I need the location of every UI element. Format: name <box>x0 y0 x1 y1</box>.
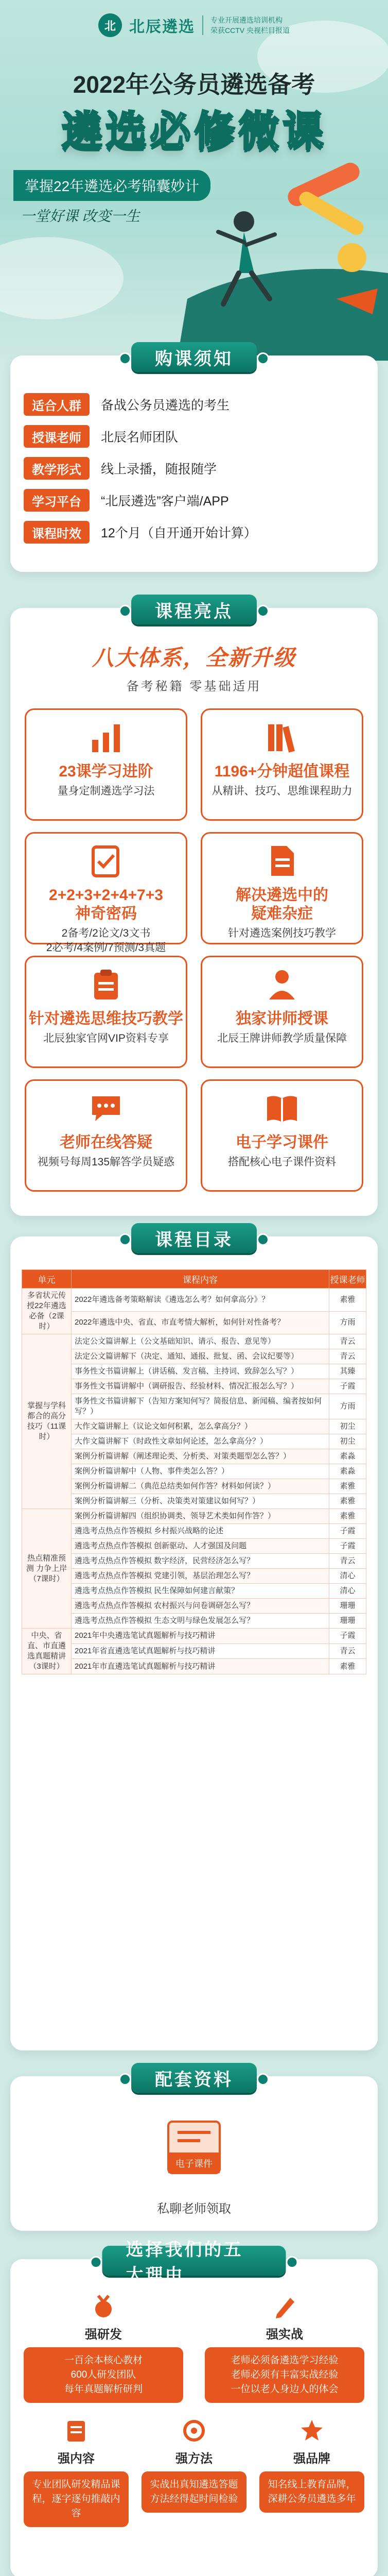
highlight-desc: 针对遴选案例技巧教学 <box>228 927 336 939</box>
brand-slogan <box>210 15 290 36</box>
courseware-icon <box>158 2116 230 2189</box>
highlight-desc: 量身定制遴选学习法 <box>57 785 155 797</box>
table-row <box>22 1509 366 1524</box>
lesson-cell: 2021年中央遴选笔试真题解析与技巧精讲 <box>72 1629 329 1644</box>
lesson-cell: 案例分析篇讲解四（组织协调类、领导艺术类如何作答？） <box>72 1509 329 1524</box>
highlights-grid <box>25 708 363 1192</box>
lesson-cell: 2022年遴选中央、省直、市直考情大解析，如何针对性备考？ <box>72 1311 329 1334</box>
ebook-icon <box>262 1088 302 1128</box>
lesson-cell: 事务性文书篇讲解中（调研报告、经验材料、情况汇报怎么写？） <box>72 1379 329 1394</box>
pen-icon <box>270 2292 299 2321</box>
table-row <box>22 1539 366 1554</box>
teacher-cell: 素雅 <box>329 1509 366 1524</box>
catalog-table <box>22 1269 366 1674</box>
reason-card <box>24 2292 183 2403</box>
highlights-headline: 八大体系，全新升级 <box>92 646 296 670</box>
lesson-cell: 案例分析篇讲解中（人物、事件类怎么答？） <box>72 1464 329 1479</box>
highlight-desc: 2备考/2论文/3文书 2必考/4案例/7预测/3真题 <box>46 927 166 954</box>
runner-illustration-icon <box>167 144 388 361</box>
reason-desc: 一百余本核心教材 600人研发团队 每年真题解析研判 <box>24 2347 183 2403</box>
section-heading: 选择我们的五大理由 <box>126 2240 243 2285</box>
highlight-card <box>201 708 363 821</box>
reason-title: 强品牌 <box>293 2452 330 2466</box>
teacher-cell: 子霞 <box>329 1524 366 1539</box>
table-row <box>22 1434 366 1449</box>
teacher-cell: 子霞 <box>329 1539 366 1554</box>
lesson-cell: 案例分析篇讲解三（分析、决策类对策建议如何写？） <box>72 1494 329 1509</box>
lesson-cell: 遴选考点热点作答模拟 党建引领，基层治理怎么写？ <box>72 1569 329 1584</box>
note-tag: 授课老师 <box>24 425 90 448</box>
table-row <box>22 1379 366 1394</box>
section-heading: 配套资料 <box>155 2070 233 2090</box>
teacher-cell: 清心 <box>329 1584 366 1599</box>
teacher-cell: 素淼 <box>329 1449 366 1464</box>
brand-logo-icon: 北 <box>98 13 122 37</box>
teacher-cell: 其臻 <box>329 1364 366 1379</box>
chat-icon <box>86 1088 126 1128</box>
highlight-title: 23课学习进阶 <box>59 763 153 780</box>
note-value: 北辰名师团队 <box>101 430 179 445</box>
teacher-cell: 子霞 <box>329 1379 366 1394</box>
note-value: 线上录播，随报随学 <box>101 462 217 477</box>
column-header: 课程内容 <box>72 1270 329 1289</box>
unit-cell: 中央、省直、市直遴选真题精讲（3课时） <box>22 1629 72 1674</box>
highlight-card <box>201 956 363 1068</box>
table-row <box>22 1311 366 1334</box>
books-icon <box>262 717 302 757</box>
section-heading: 课程亮点 <box>155 601 233 621</box>
reason-desc: 老师必须备遴选学习经验 老师必须有丰富实战经验 一位以老人身边人的体会 <box>205 2347 364 2403</box>
content-icon <box>62 2416 91 2445</box>
highlight-card <box>201 1079 363 1192</box>
brand-slogan-line: 专业开展遴选培训机构 <box>210 16 283 24</box>
teacher-cell: 珊珊 <box>329 1614 366 1629</box>
table-row <box>22 1464 366 1479</box>
table-row <box>22 1599 366 1614</box>
teacher-cell: 青云 <box>329 1643 366 1659</box>
section-ribbon <box>131 342 257 372</box>
hero-banner <box>0 0 388 361</box>
note-row <box>24 388 364 420</box>
lesson-cell: 遴选考点热点作答模拟 生态文明与绿色发展怎么写？ <box>72 1614 329 1629</box>
reason-desc: 实战出真知遴选答题方法经得起时间检验 <box>142 2471 246 2513</box>
brand-slogan-line: 荣获CCTV 央视栏目报道 <box>210 26 290 35</box>
teacher-cell: 清心 <box>329 1569 366 1584</box>
lesson-cell: 2022年遴选备考策略解读《遴选怎么考？如何拿高分》？ <box>72 1289 329 1312</box>
method-icon <box>180 2416 208 2445</box>
lesson-cell: 2021年省直遴选笔试真题解析与技巧精讲 <box>72 1643 329 1659</box>
table-row <box>22 1394 366 1419</box>
reasons-row <box>24 2292 364 2403</box>
teacher-cell: 珊珊 <box>329 1599 366 1614</box>
reasons-row <box>24 2416 364 2527</box>
table-row <box>22 1419 366 1434</box>
note-row <box>24 516 364 548</box>
clipboard-icon <box>86 964 126 1005</box>
highlight-desc: 从精讲、技巧、思维课程助力 <box>211 785 352 797</box>
highlight-title: 针对遴选思维技巧教学 <box>29 1010 183 1027</box>
note-tag: 学习平台 <box>24 489 90 512</box>
highlight-card <box>201 832 363 944</box>
lesson-cell: 遴选考点热点作答模拟 创新驱动、人才强国及问题 <box>72 1539 329 1554</box>
section-ribbon <box>102 2240 286 2285</box>
teacher-cell: 子霞 <box>329 1629 366 1644</box>
lesson-cell: 案例分析篇讲解（阐述理论类、分析类、对策类题型怎么答？） <box>72 1449 329 1464</box>
note-tag: 课程时效 <box>24 521 90 544</box>
unit-cell: 多省状元传授22年遴选必备（2课时） <box>22 1289 72 1334</box>
lesson-cell: 遴选考点热点作答模拟 数字经济，民营经济怎么写？ <box>72 1554 329 1569</box>
highlight-title: 独家讲师授课 <box>236 1010 328 1027</box>
teacher-cell: 初尘 <box>329 1434 366 1449</box>
section-ribbon <box>131 595 257 624</box>
reason-title: 强内容 <box>58 2452 95 2466</box>
reason-card <box>24 2416 129 2527</box>
table-row <box>22 1479 366 1494</box>
table-row <box>22 1289 366 1312</box>
highlight-desc: 搭配核心电子课件资料 <box>228 1156 336 1168</box>
lesson-cell: 大作文篇讲解下（时政性文章如何论述，怎么拿高分？） <box>72 1434 329 1449</box>
unit-cell: 掌握与学科都合的高分技巧（11课时） <box>22 1334 72 1509</box>
section-ribbon <box>131 2063 257 2093</box>
note-row <box>24 484 364 516</box>
brand-bar <box>0 13 388 37</box>
section-heading: 课程目录 <box>155 1230 233 1250</box>
table-row <box>22 1659 366 1674</box>
highlight-title: 1196+分钟超值课程 <box>214 763 350 780</box>
lesson-cell: 事务性文书篇讲解下（告知方案知何写？简报信息、新闻稿、编者按如何写？） <box>72 1394 329 1419</box>
highlight-card <box>25 708 187 821</box>
note-tag: 适合人群 <box>24 393 90 416</box>
lesson-cell: 遴选考点热点作答模拟 乡村振兴战略的论述 <box>72 1524 329 1539</box>
table-row <box>22 1643 366 1659</box>
table-row <box>22 1449 366 1464</box>
lesson-cell: 事务性文书篇讲解上（讲话稿、发言稿、主持词、致辞怎么写？） <box>72 1364 329 1379</box>
teacher-cell: 方雨 <box>329 1394 366 1419</box>
highlight-title: 电子学习课件 <box>236 1134 328 1151</box>
catalog-body <box>22 1289 366 1674</box>
highlights-subheadline: 备考秘籍 零基础适用 <box>126 680 262 693</box>
note-value: 备战公务员遴选的考生 <box>101 398 230 413</box>
reason-card <box>205 2292 364 2403</box>
unit-cell: 热点精准预测 力争上岸（7课时） <box>22 1509 72 1629</box>
teacher-icon <box>262 964 302 1005</box>
note-row <box>24 452 364 484</box>
reason-title: 强实战 <box>266 2328 303 2342</box>
highlight-title: 老师在线答疑 <box>60 1134 152 1151</box>
teacher-cell: 素雅 <box>329 1494 366 1509</box>
teacher-cell: 素雅 <box>329 1479 366 1494</box>
highlight-title: 解决遴选中的 疑难杂症 <box>236 887 328 922</box>
teacher-cell: 青云 <box>329 1554 366 1569</box>
table-row <box>22 1334 366 1349</box>
lesson-cell: 遴选考点热点作答模拟 民生保障如何建言献策？ <box>72 1584 329 1599</box>
note-value: “北辰遴选”客户端/APP <box>101 494 229 509</box>
reason-title: 强研发 <box>85 2328 122 2342</box>
note-tag: 教学形式 <box>24 457 90 480</box>
highlight-card <box>25 832 187 954</box>
column-header: 授课老师 <box>329 1270 366 1289</box>
teacher-cell: 素雅 <box>329 1289 366 1312</box>
teacher-cell: 素雅 <box>329 1659 366 1674</box>
reasons-section <box>10 2240 378 2576</box>
table-row <box>22 1524 366 1539</box>
table-row <box>22 1364 366 1379</box>
checklist-icon <box>86 841 126 881</box>
hero-main-title: 遴选必修微课 <box>61 108 327 154</box>
column-header: 单元 <box>22 1270 72 1289</box>
teacher-cell: 青云 <box>329 1349 366 1364</box>
section-ribbon <box>131 1223 257 1253</box>
courseware-label: 电子课件 <box>175 2159 213 2170</box>
course-catalog-section <box>10 1230 378 2050</box>
reason-card <box>259 2416 364 2527</box>
document-icon <box>262 841 302 881</box>
teacher-cell: 初尘 <box>329 1419 366 1434</box>
purchase-notes-section <box>10 349 378 572</box>
highlight-title: 2+2+3+2+4+7+3 神奇密码 <box>49 887 163 922</box>
materials-section <box>10 2070 378 2231</box>
reason-card <box>142 2416 246 2527</box>
reason-title: 强方法 <box>175 2452 213 2466</box>
reason-desc: 知名线上教育品牌，深耕公务员遴选多年 <box>259 2471 364 2513</box>
brand-name: 北辰遴选 <box>129 19 195 36</box>
lesson-cell: 法定公文篇讲解下（决定、通知、通报、批复、函、会议纪要等） <box>72 1349 329 1364</box>
reason-desc: 专业团队研发精品课程，逐字逐句推敲内容 <box>24 2471 129 2527</box>
table-row <box>22 1614 366 1629</box>
note-row <box>24 420 364 452</box>
teacher-cell: 素淼 <box>329 1464 366 1479</box>
section-heading: 购课须知 <box>155 349 233 369</box>
table-row <box>22 1569 366 1584</box>
highlight-desc: 北辰独家官网VIP资料专享 <box>43 1032 169 1044</box>
teacher-cell: 青云 <box>329 1334 366 1349</box>
materials-text: 私聊老师领取 <box>157 2202 231 2216</box>
bars-icon <box>86 717 126 757</box>
lesson-cell: 2021年市直遴选笔试真题解析与技巧精讲 <box>72 1659 329 1674</box>
lesson-cell: 大作文篇讲解上（议论文如何积累，怎么拿高分？） <box>72 1419 329 1434</box>
note-value: 12个月（自开通开始计算） <box>101 526 257 540</box>
hero-motto: 一堂好课 改变一生 <box>21 208 140 224</box>
course-highlights-section <box>10 601 378 1216</box>
hero-title: 2022年公务员遴选备考 <box>73 71 315 98</box>
table-row <box>22 1584 366 1599</box>
brand-icon <box>297 2416 326 2445</box>
brand-divider <box>202 15 203 35</box>
lesson-cell: 遴选考点热点作答模拟 农村振兴与问卷调研怎么写？ <box>72 1599 329 1614</box>
highlight-card <box>25 1079 187 1192</box>
table-row <box>22 1349 366 1364</box>
highlight-card <box>25 956 187 1068</box>
medal-icon <box>89 2292 118 2321</box>
table-row <box>22 1554 366 1569</box>
lesson-cell: 法定公文篇讲解上（公文基础知识、请示、报告、意见等） <box>72 1334 329 1349</box>
lesson-cell: 案例分析篇讲解二（典范总结类如何作答？材料如何读？） <box>72 1479 329 1494</box>
table-row <box>22 1629 366 1644</box>
highlight-desc: 视频号每周135解答学员疑惑 <box>37 1156 175 1168</box>
teacher-cell: 方雨 <box>329 1311 366 1334</box>
highlight-desc: 北辰王牌讲师教学质量保障 <box>217 1032 347 1044</box>
table-row <box>22 1494 366 1509</box>
catalog-header-row <box>22 1270 366 1289</box>
hero-subtitle: 掌握22年遴选必考锦囊妙计 <box>13 170 210 201</box>
